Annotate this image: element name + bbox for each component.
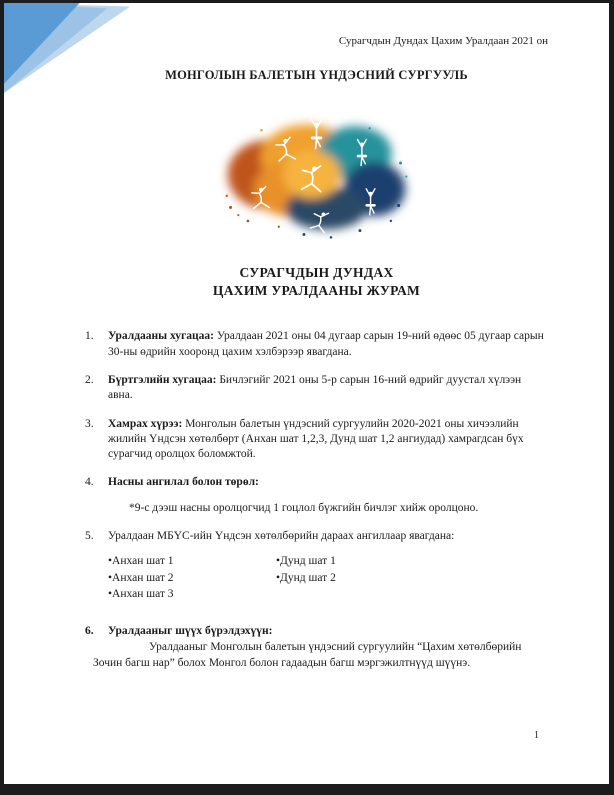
item-label: Бүртгэлийн хугацаа: xyxy=(108,374,217,386)
page-number: 1 xyxy=(534,730,539,741)
page-content xyxy=(4,3,609,671)
age-requirement-note: *9-с дээш насны оролцогчид 1 гоцлол бүжгийн бичлэг хийж оролцоно. xyxy=(129,501,479,514)
rules-list xyxy=(85,329,548,671)
bullet-item: •Анхан шат 3 xyxy=(108,587,174,600)
dancers-watercolor-image xyxy=(85,107,548,249)
item-number: 6. xyxy=(85,625,94,638)
item-number: 3. xyxy=(85,417,94,430)
item-body xyxy=(108,624,548,639)
item-body xyxy=(108,329,548,360)
item-number: 4. xyxy=(85,476,94,489)
document-title-line1: СУРАГЧДЫН ДУНДАХ xyxy=(239,265,394,280)
jury-paragraph: Уралдааныг Монголын балетын үндэсний сургуулийн “Цахим хөтөлбөрийн Зочин багш нар” болох Монгол болон гадаадын багш мэргэжилтнүүд шүүнэ. xyxy=(93,641,522,669)
item-label: Хамрах хүрээ: xyxy=(108,417,183,430)
school-name-title: МОНГОЛЫН БАЛЕТЫН ҮНДЭСНИЙ СУРГУУЛЬ xyxy=(165,68,468,82)
bullet-item: •Дунд шат 1 xyxy=(276,555,336,568)
category-column-intermediate xyxy=(276,554,444,603)
item-body xyxy=(108,417,548,463)
document-page xyxy=(4,3,609,784)
item-label: Уралдааныг шүүх бүрэлдэхүүн: xyxy=(108,625,273,638)
item-number: 1. xyxy=(85,330,94,343)
item-body xyxy=(108,475,548,490)
document-title xyxy=(85,264,548,300)
bullet-item: •Дунд шат 2 xyxy=(276,571,336,584)
bullet-item: •Анхан шат 2 xyxy=(108,571,174,584)
item-number: 2. xyxy=(85,374,94,386)
header-note: Сурагчдын Дундах Цахим Уралдаан 2021 он xyxy=(338,35,548,47)
page-corner-decoration-icon xyxy=(4,3,130,93)
item-number: 5. xyxy=(85,529,94,542)
item-text: Бичлэгийг 2021 оны 5-р сарын 16-ний өдрийг дуустал хүлээн авна. xyxy=(108,374,522,402)
list-item-5 xyxy=(85,529,548,544)
dancers-artwork-svg xyxy=(214,107,419,247)
list-item-3 xyxy=(85,417,548,463)
list-item-6 xyxy=(85,624,548,639)
list-item-2 xyxy=(85,373,548,404)
list-item-4 xyxy=(85,475,548,490)
item-body xyxy=(108,373,548,404)
item-text: Уралдаан МБҮС-ийн Үндсэн хөтөлбөрийн дараах ангиллаар явагдана: xyxy=(108,529,455,542)
item-text: Монголын балетын үндэсний сургуулийн 2020-2021 оны хичээлийн жилийн Үндсэн хөтөлбөрт (Анхан шат 1,2,3, Дунд шат 1,2 ангиудад) хамрагдсан бүх сурагчид оролцох боломжтой. xyxy=(108,417,524,461)
list-item-1 xyxy=(85,329,548,360)
category-columns xyxy=(108,554,548,603)
item-label: Насны ангилал болон төрөл: xyxy=(108,476,259,489)
category-column-beginner xyxy=(108,554,276,603)
bullet-item: •Анхан шат 1 xyxy=(108,555,174,568)
document-title-line2: ЦАХИМ УРАЛДААНЫ ЖУРАМ xyxy=(212,283,421,299)
item-label: Уралдааны хугацаа: xyxy=(108,330,214,343)
item-text: Уралдаан 2021 оны 04 дугаар сарын 19-ний өдөөс 05 дугаар сарын 30-ны өдрийн хооронд цахим хэлбэрээр явагдана. xyxy=(108,330,544,358)
